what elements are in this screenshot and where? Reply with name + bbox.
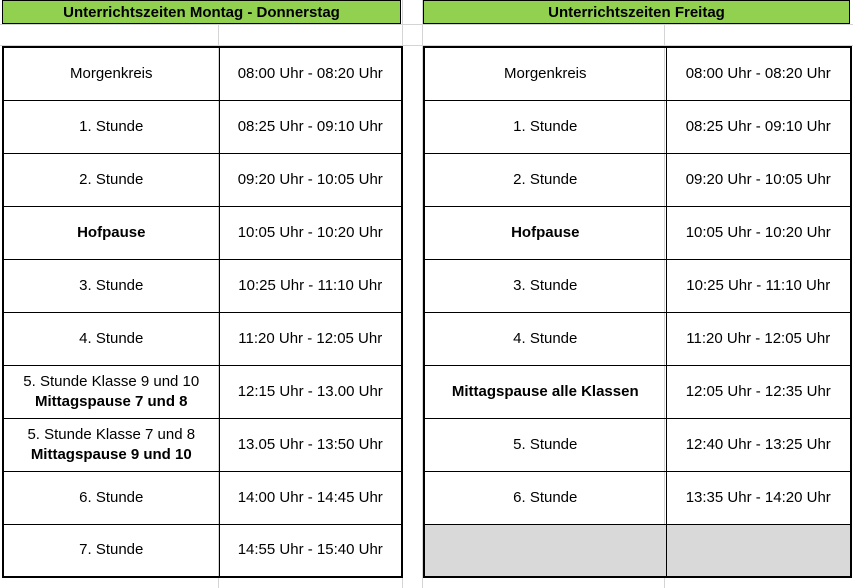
table-row	[3, 471, 402, 524]
period-label[interactable]: 2. Stunde	[424, 153, 666, 206]
period-time[interactable]: 08:25 Uhr - 09:10 Uhr	[666, 100, 851, 153]
schedule-friday	[423, 0, 850, 578]
table-row	[3, 206, 402, 259]
header-friday: Unterrichtszeiten Freitag	[423, 0, 850, 24]
period-time[interactable]: 09:20 Uhr - 10:05 Uhr	[219, 153, 402, 206]
period-time[interactable]: 14:55 Uhr - 15:40 Uhr	[219, 524, 402, 577]
lunch-label: Mittagspause 9 und 10	[30, 445, 192, 463]
period-time[interactable]: 13:35 Uhr - 14:20 Uhr	[666, 471, 851, 524]
table-row	[424, 100, 851, 153]
period-time[interactable]: 08:00 Uhr - 08:20 Uhr	[219, 47, 402, 100]
table-row	[424, 365, 851, 418]
period-time[interactable]: 10:05 Uhr - 10:20 Uhr	[666, 206, 851, 259]
period-time[interactable]: 13.05 Uhr - 13:50 Uhr	[219, 418, 402, 471]
period-label-cell[interactable]	[3, 418, 219, 471]
period-time[interactable]: 11:20 Uhr - 12:05 Uhr	[666, 312, 851, 365]
period-label[interactable]: 1. Stunde	[424, 100, 666, 153]
period-label[interactable]: 4. Stunde	[424, 312, 666, 365]
table-row	[3, 47, 402, 100]
period-time[interactable]: 10:05 Uhr - 10:20 Uhr	[219, 206, 402, 259]
times-table-friday	[423, 46, 852, 578]
table-row	[424, 259, 851, 312]
period-label-cell[interactable]	[3, 365, 219, 418]
empty-cell[interactable]	[666, 524, 851, 577]
table-row	[3, 312, 402, 365]
table-row	[424, 206, 851, 259]
table-row	[424, 153, 851, 206]
table-row	[3, 259, 402, 312]
period-time[interactable]: 08:00 Uhr - 08:20 Uhr	[666, 47, 851, 100]
table-row	[424, 418, 851, 471]
period-label[interactable]: 6. Stunde	[3, 471, 219, 524]
table-row	[424, 312, 851, 365]
times-table-mon-thu	[2, 46, 403, 578]
table-row	[3, 100, 402, 153]
period-label[interactable]: 3. Stunde	[3, 259, 219, 312]
lunch-label: Mittagspause 7 und 8	[34, 392, 188, 410]
period-label[interactable]: 6. Stunde	[424, 471, 666, 524]
table-row	[3, 153, 402, 206]
table-row	[424, 471, 851, 524]
period-time[interactable]: 11:20 Uhr - 12:05 Uhr	[219, 312, 402, 365]
schedule-mon-thu	[2, 0, 401, 578]
period-label: 5. Stunde Klasse 7 und 8	[27, 425, 196, 443]
period-label[interactable]: Morgenkreis	[3, 47, 219, 100]
table-row	[424, 524, 851, 577]
empty-cell[interactable]	[424, 524, 666, 577]
period-label[interactable]: 4. Stunde	[3, 312, 219, 365]
period-time[interactable]: 12:40 Uhr - 13:25 Uhr	[666, 418, 851, 471]
spacer-row	[2, 24, 401, 46]
period-time[interactable]: 10:25 Uhr - 11:10 Uhr	[219, 259, 402, 312]
spacer-row	[423, 24, 850, 46]
period-label[interactable]: Mittagspause alle Klassen	[424, 365, 666, 418]
period-label[interactable]: 3. Stunde	[424, 259, 666, 312]
table-row	[3, 418, 402, 471]
table-row	[3, 524, 402, 577]
period-label[interactable]: 5. Stunde	[424, 418, 666, 471]
period-time[interactable]: 14:00 Uhr - 14:45 Uhr	[219, 471, 402, 524]
period-label: 5. Stunde Klasse 9 und 10	[23, 372, 200, 390]
table-row	[424, 47, 851, 100]
table-row	[3, 365, 402, 418]
period-label[interactable]: Hofpause	[424, 206, 666, 259]
period-label[interactable]: 7. Stunde	[3, 524, 219, 577]
header-mon-thu: Unterrichtszeiten Montag - Donnerstag	[2, 0, 401, 24]
period-label[interactable]: Hofpause	[3, 206, 219, 259]
period-time[interactable]: 12:15 Uhr - 13.00 Uhr	[219, 365, 402, 418]
period-time[interactable]: 10:25 Uhr - 11:10 Uhr	[666, 259, 851, 312]
period-label[interactable]: 1. Stunde	[3, 100, 219, 153]
period-label[interactable]: 2. Stunde	[3, 153, 219, 206]
period-time[interactable]: 09:20 Uhr - 10:05 Uhr	[666, 153, 851, 206]
period-time[interactable]: 08:25 Uhr - 09:10 Uhr	[219, 100, 402, 153]
period-time[interactable]: 12:05 Uhr - 12:35 Uhr	[666, 365, 851, 418]
period-label[interactable]: Morgenkreis	[424, 47, 666, 100]
